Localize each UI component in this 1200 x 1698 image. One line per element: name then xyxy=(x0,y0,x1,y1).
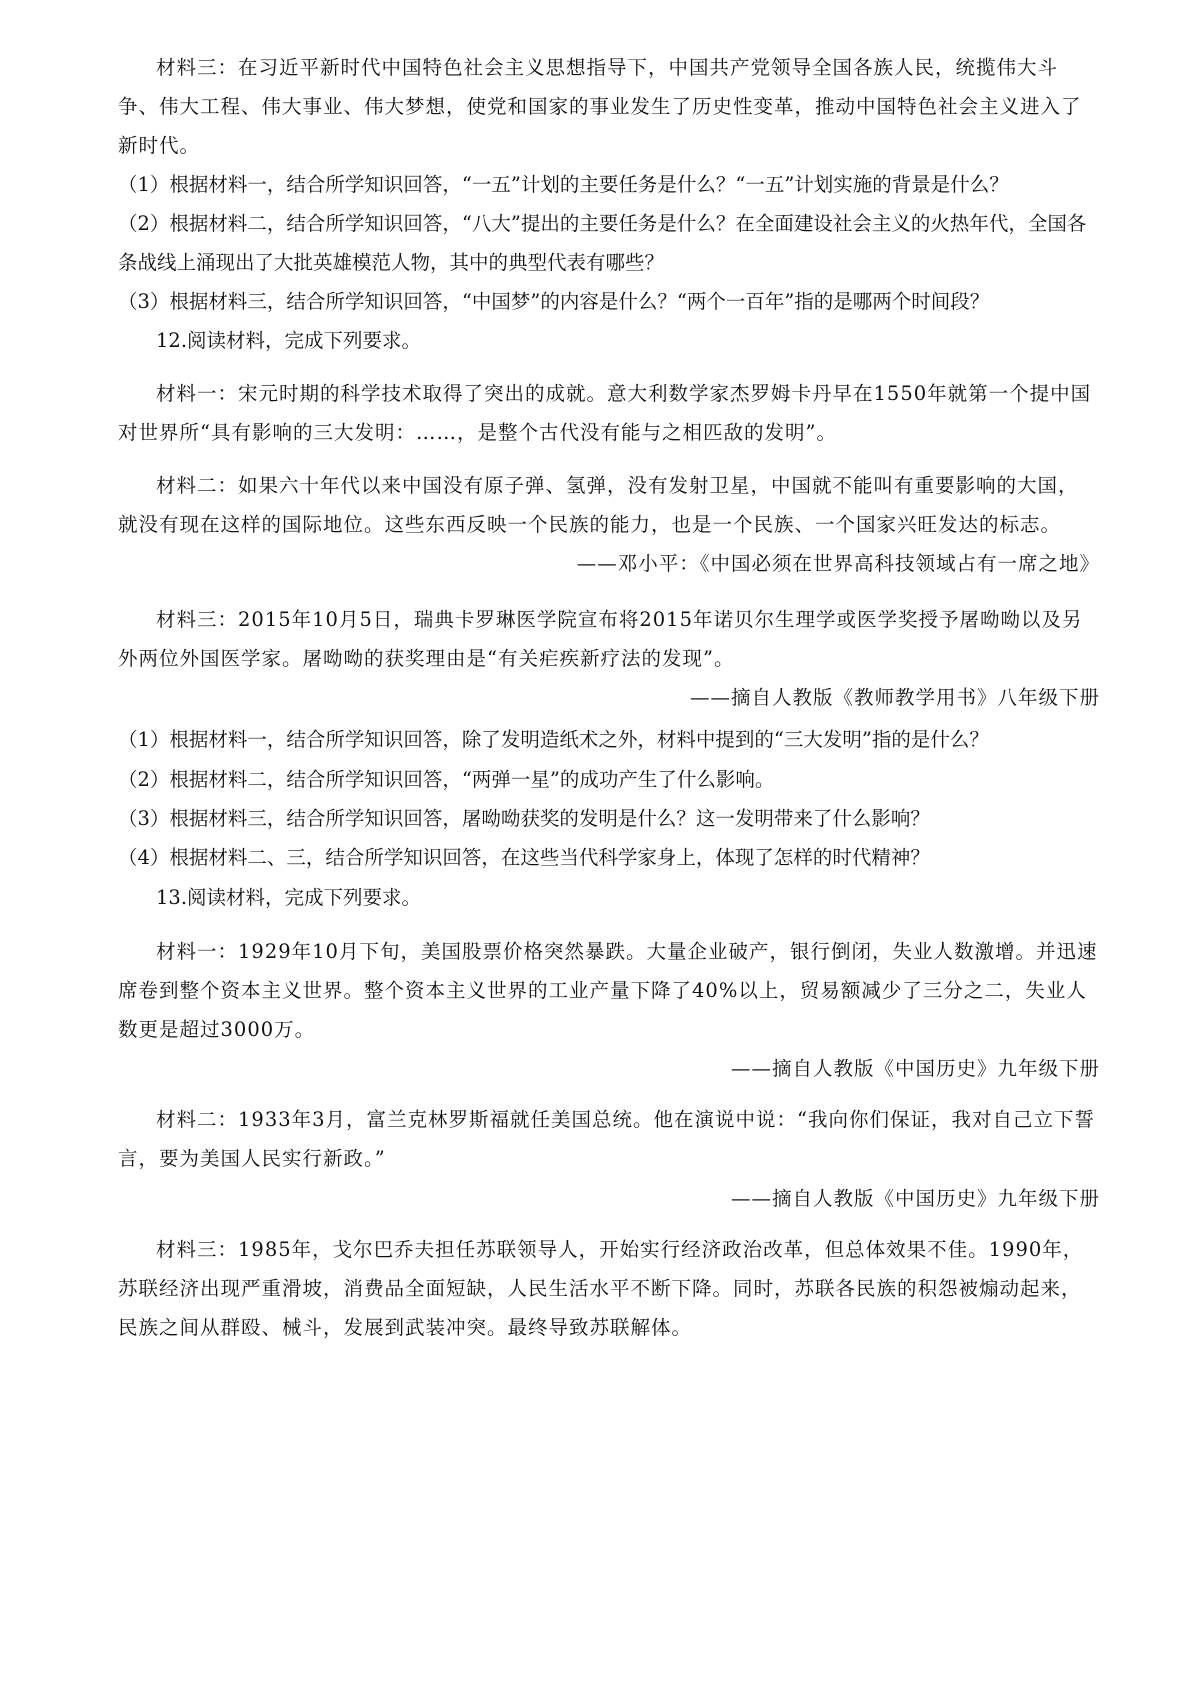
s13-material-2: 材料二：1933年3月，富兰克林罗斯福就任美国总统。他在演说中说：“我向你们保证，我对自己立下誓言，要为美国人民实行新政。” xyxy=(118,1108,1096,1170)
s11-question-2: （2）根据材料二，结合所学知识回答，“八大”提出的主要任务是什么？在全面建设社会主义的火热年代，全国各条战线上涌现出了大批英雄模范人物，其中的典型代表有哪些？ xyxy=(118,212,1087,274)
s12-question-3: （3）根据材料三，结合所学知识回答，屠呦呦获奖的发明是什么？这一发明带来了什么影响？ xyxy=(118,807,930,830)
s12-heading: 12.阅读材料，完成下列要求。 xyxy=(156,329,422,352)
s13-material-3: 材料三：1985年，戈尔巴乔夫担任苏联领导人，开始实行经济政治改革，但总体效果不佳。1990年，苏联经济出现严重滑坡，消费品全面短缺，人民生活水平不断下降。同时，苏联各民族的积怨被煽动起来，民族之间从群殴、械斗，发展到武装冲突。最终导致苏联解体。 xyxy=(118,1238,1084,1339)
s13-source-2: ——摘自人教版《中国历史》九年级下册 xyxy=(730,1187,1100,1210)
s12-material-1: 材料一：宋元时期的科学技术取得了突出的成就。意大利数学家杰罗姆卡丹早在1550年就第一个提中国对世界所“具有影响的三大发明：……，是整个古代没有能与之相匹敌的发明”。 xyxy=(118,382,1092,444)
s13-heading: 13.阅读材料，完成下列要求。 xyxy=(156,886,422,909)
s12-source-3: ——摘自人教版《教师教学用书》八年级下册 xyxy=(689,686,1100,709)
s12-question-2: （2）根据材料二，结合所学知识回答，“两弹一星”的成功产生了什么影响。 xyxy=(118,768,775,791)
s13-source-1: ——摘自人教版《中国历史》九年级下册 xyxy=(730,1057,1100,1080)
s12-material-3: 材料三：2015年10月5日，瑞典卡罗琳医学院宣布将2015年诺贝尔生理学或医学奖授予屠呦呦以及另外两位外国医学家。屠呦呦的获奖理由是“有关疟疾新疗法的发现”。 xyxy=(118,608,1083,670)
s12-question-4: （4）根据材料二、三，结合所学知识回答，在这些当代科学家身上，体现了怎样的时代精神？ xyxy=(118,846,930,869)
s12-material-2: 材料二：如果六十年代以来中国没有原子弹、氢弹，没有发射卫星，中国就不能叫有重要影响的大国，就没有现在这样的国际地位。这些东西反映一个民族的能力，也是一个民族、一个国家兴旺发达的标志。 xyxy=(118,474,1079,536)
s11-question-1: （1）根据材料一，结合所学知识回答，“一五”计划的主要任务是什么？“一五”计划实施的背景是什么？ xyxy=(118,173,1009,196)
s13-material-1: 材料一：1929年10月下旬，美国股票价格突然暴跌。大量企业破产，银行倒闭，失业人数激增。并迅速席卷到整个资本主义世界。整个资本主义世界的工业产量下降了40%以上，贸易额减少了三分之二，失业人数更是超过3000万。 xyxy=(118,940,1098,1041)
s11-question-3: （3）根据材料三，结合所学知识回答，“中国梦”的内容是什么？“两个一百年”指的是哪两个时间段？ xyxy=(118,290,990,313)
s12-question-1: （1）根据材料一，结合所学知识回答，除了发明造纸术之外，材料中提到的“三大发明”指的是什么？ xyxy=(118,728,989,751)
s12-source-2: ——邓小平：《中国必须在世界高科技领域占有一席之地》 xyxy=(576,552,1100,575)
s11-material-3: 材料三：在习近平新时代中国特色社会主义思想指导下，中国共产党领导全国各族人民，统揽伟大斗争、伟大工程、伟大事业、伟大梦想，使党和国家的事业发生了历史性变革，推动中国特色社会主义进入了新时代。 xyxy=(118,56,1082,157)
